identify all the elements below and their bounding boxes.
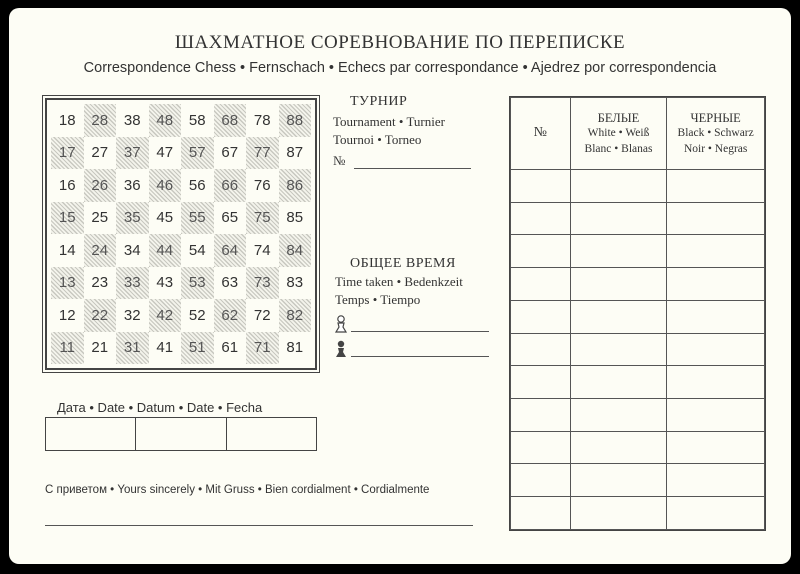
black-title: ЧЕРНЫЕ [690,110,741,125]
date-field-1[interactable] [46,418,136,450]
board-square: 78 [253,111,271,129]
board-square: 65 [221,209,239,227]
black-move-cell[interactable] [667,464,765,497]
date-field-2[interactable] [136,418,226,450]
board-square: 86 [279,169,312,202]
white-move-cell[interactable] [570,399,667,432]
board-square: 56 [188,176,206,194]
black-move-cell[interactable] [667,268,765,301]
board-square: 22 [84,299,117,332]
white-line1: White • Weiß [587,127,650,140]
board-square: 61 [221,339,239,357]
board-square: 36 [123,176,141,194]
tournament-number-label: № [333,153,346,168]
board-square: 51 [181,332,214,365]
white-move-cell[interactable] [570,235,667,268]
board-square: 64 [214,234,247,267]
board-square: 68 [214,104,247,137]
board-square: 26 [84,169,117,202]
table-row [511,268,765,301]
time-line1: Time taken • Bedenkzeit [335,274,463,289]
moves-table-body [511,170,765,530]
table-row [511,431,765,464]
board-square: 16 [58,176,76,194]
page-title: ШАХМАТНОЕ СОРЕВНОВАНИЕ ПО ПЕРЕПИСКЕ [174,32,626,53]
tournament-number-field[interactable] [354,168,471,169]
board-square: 31 [116,332,149,365]
move-number-cell[interactable] [511,235,571,268]
board-square: 35 [116,202,149,235]
white-move-cell[interactable] [570,464,667,497]
black-time-field[interactable] [351,356,489,357]
black-line1: Black • Schwarz [677,127,754,140]
move-number-cell[interactable] [511,399,571,432]
board-square: 23 [91,274,109,292]
white-move-cell[interactable] [570,497,667,530]
table-row [511,333,765,366]
date-label: Дата • Date • Datum • Date • Fecha [57,400,263,415]
black-move-cell[interactable] [667,497,765,530]
board-square: 58 [188,111,206,129]
board-square: 28 [84,104,117,137]
board-square: 71 [246,332,279,365]
board-square: 76 [253,176,271,194]
board-square: 83 [286,274,304,292]
chess-board [45,98,317,370]
tournament-line1: Tournament • Turnier [333,114,445,129]
board-square: 37 [116,137,149,170]
black-line2: Noir • Negras [683,142,748,155]
board-square: 85 [286,209,304,227]
moves-table [509,96,766,531]
table-row [511,170,765,203]
board-square: 21 [91,339,109,357]
col-no-header: № [511,98,571,170]
black-column-header [667,98,765,170]
board-square: 57 [181,137,214,170]
board-square: 45 [156,209,174,227]
board-square: 15 [51,202,84,235]
black-move-cell[interactable] [667,300,765,333]
white-column-header [570,98,667,170]
board-square: 88 [279,104,312,137]
board-square: 66 [214,169,247,202]
board-square: 77 [246,137,279,170]
board-square: 24 [84,234,117,267]
closing-label: С приветом • Yours sincerely • Mit Gruss • Bien cordialment • Cordialmente [45,484,430,496]
board-square: 48 [149,104,182,137]
board-square: 84 [279,234,312,267]
board-square: 43 [156,274,174,292]
board-square: 75 [246,202,279,235]
board-square: 81 [286,339,304,357]
board-square: 12 [58,306,76,324]
black-move-cell[interactable] [667,431,765,464]
white-line2: Blanc • Blanas [584,142,653,155]
table-row [511,366,765,399]
black-move-cell[interactable] [667,399,765,432]
move-number-cell[interactable] [511,431,571,464]
time-heading: ОБЩЕЕ ВРЕМЯ [350,256,456,271]
page-subtitle: Correspondence Chess • Fernschach • Echecs par correspondance • Ajedrez por correspondencia [83,60,717,76]
table-row [511,235,765,268]
tournament-line2: Tournoi • Torneo [333,132,422,147]
table-row [511,399,765,432]
tournament-heading: ТУРНИР [350,94,408,109]
board-square: 54 [188,241,206,259]
board-square: 25 [91,209,109,227]
move-number-cell[interactable] [511,497,571,530]
board-grid [51,104,311,364]
board-square: 47 [156,144,174,162]
board-square: 14 [58,241,76,259]
board-square: 17 [51,137,84,170]
move-number-cell[interactable] [511,268,571,301]
move-number-cell[interactable] [511,464,571,497]
date-field-3[interactable] [227,418,316,450]
board-square: 73 [246,267,279,300]
black-move-cell[interactable] [667,333,765,366]
board-square: 62 [214,299,247,332]
white-time-field[interactable] [351,331,489,332]
move-number-cell[interactable] [511,170,571,203]
black-move-cell[interactable] [667,202,765,235]
board-square: 63 [221,274,239,292]
board-square: 13 [51,267,84,300]
table-row [511,464,765,497]
move-number-cell[interactable] [511,333,571,366]
board-square: 27 [91,144,109,162]
board-square: 82 [279,299,312,332]
board-square: 52 [188,306,206,324]
black-move-cell[interactable] [667,170,765,203]
white-title: БЕЛЫЕ [597,110,640,125]
white-move-cell[interactable] [570,431,667,464]
board-square: 46 [149,169,182,202]
black-move-cell[interactable] [667,366,765,399]
black-move-cell[interactable] [667,235,765,268]
white-move-cell[interactable] [570,202,667,235]
postcard [9,8,791,564]
board-square: 42 [149,299,182,332]
time-line2: Temps • Tiempo [335,292,421,307]
board-square: 53 [181,267,214,300]
white-pawn-icon [333,314,349,334]
white-move-cell[interactable] [570,333,667,366]
move-number-cell[interactable] [511,300,571,333]
board-square: 34 [123,241,141,259]
board-square: 67 [221,144,239,162]
board-square: 41 [156,339,174,357]
white-move-cell[interactable] [570,366,667,399]
move-number-cell[interactable] [511,202,571,235]
board-square: 74 [253,241,271,259]
board-square: 18 [58,111,76,129]
white-move-cell[interactable] [570,170,667,203]
board-square: 32 [123,306,141,324]
table-row [511,300,765,333]
date-fields [45,417,317,451]
board-square: 44 [149,234,182,267]
signature-line[interactable] [45,525,473,526]
move-number-cell[interactable] [511,366,571,399]
table-row [511,202,765,235]
board-square: 55 [181,202,214,235]
white-move-cell[interactable] [570,300,667,333]
board-square: 33 [116,267,149,300]
board-square: 38 [123,111,141,129]
table-row [511,497,765,530]
board-square: 87 [286,144,304,162]
white-move-cell[interactable] [570,268,667,301]
black-pawn-icon [333,339,349,359]
board-square: 72 [253,306,271,324]
board-square: 11 [51,332,84,365]
